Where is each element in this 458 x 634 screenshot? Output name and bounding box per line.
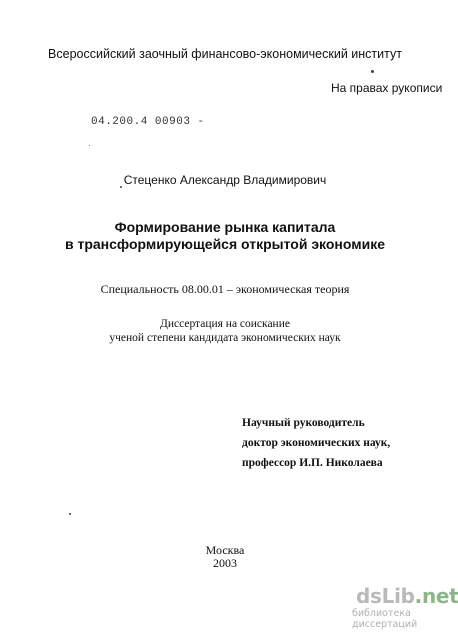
supervisor-heading: Научный руководитель	[242, 417, 365, 429]
dissertation-degree-line-2: ученой степени кандидата экономических наук	[109, 332, 341, 344]
manuscript-rights-note: На правах рукописи	[331, 81, 443, 95]
dslib-logo-accent: .net	[414, 584, 458, 608]
dslib-logo-main: dsLib	[356, 584, 415, 608]
supervisor-name: профессор И.П. Николаева	[242, 457, 383, 469]
scan-speck	[120, 186, 122, 188]
dslib-logo	[356, 584, 458, 608]
city: Москва	[205, 543, 245, 557]
dissertation-degree-line-1: Диссертация на соискание	[160, 318, 290, 330]
author-name: Стеценко Александр Владимирович	[123, 173, 327, 187]
dslib-watermark	[352, 584, 458, 630]
dissertation-title-line-2: в трансформирующейся открытой экономике	[64, 236, 386, 252]
institute-name: Всероссийский заочный финансово-экономический институт	[48, 47, 402, 61]
scan-speck	[69, 513, 71, 515]
scan-speck	[371, 70, 374, 73]
registration-stamp: 04.200.4 00903 -	[91, 116, 205, 128]
year: 2003	[213, 556, 237, 570]
scan-speck	[89, 145, 90, 146]
dissertation-title-line-1: Формирование рынка капитала	[114, 219, 336, 235]
supervisor-degree: доктор экономических наук,	[242, 437, 391, 449]
dslib-subtitle: библиотека диссертаций	[352, 608, 418, 630]
specialty: Специальность 08.00.01 – экономическая теория	[100, 282, 350, 296]
